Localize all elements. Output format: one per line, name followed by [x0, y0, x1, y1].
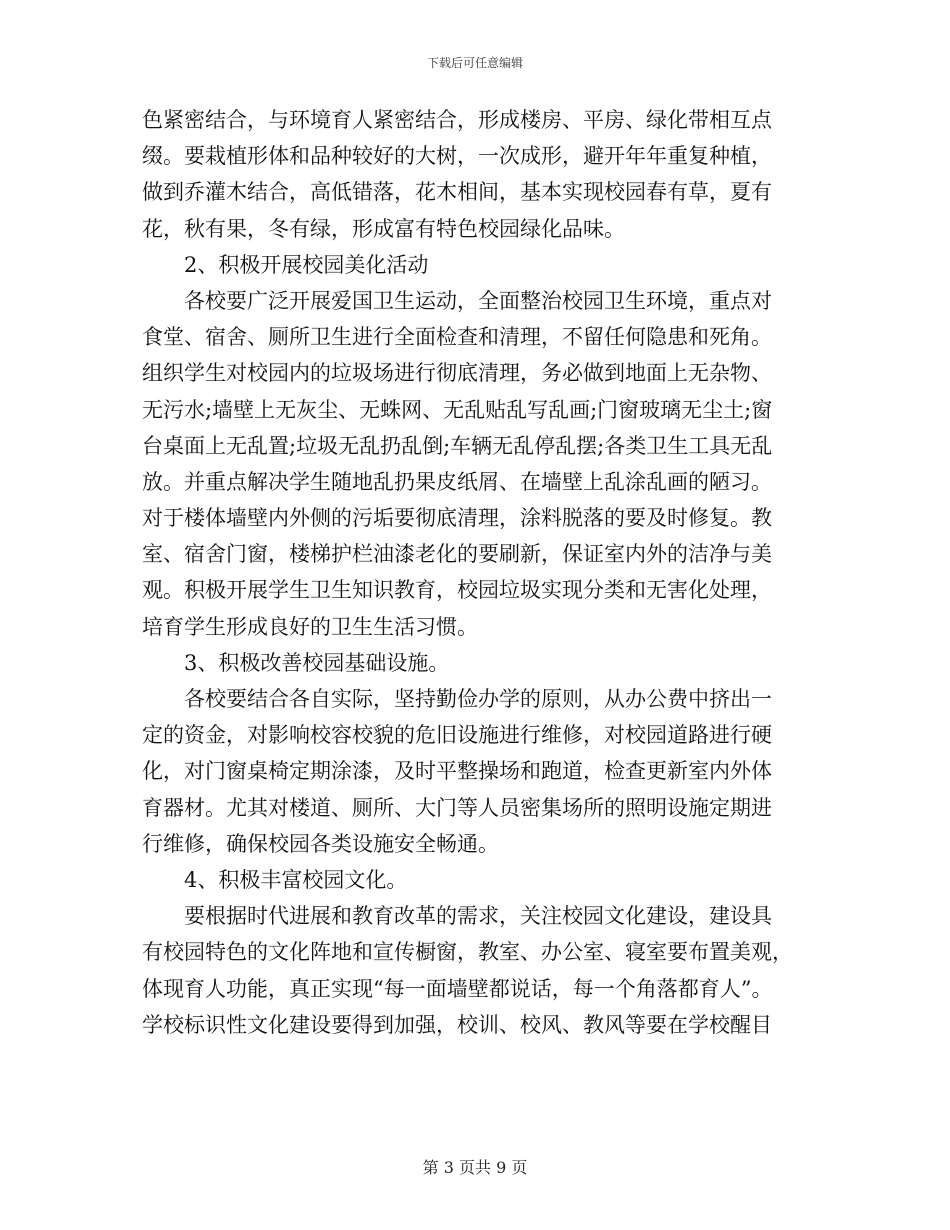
text-line: 学校标识性文化建设要得到加强，校训、校风、教风等要在学校醒目	[142, 1012, 772, 1037]
page-header: 下载后可任意编辑	[426, 56, 523, 70]
text-line: 对于楼体墙壁内外侧的污垢要彻底清理，涂料脱落的要及时修复。教	[142, 506, 772, 531]
text-line: 组织学生对校园内的垃圾场进行彻底清理，务必做到地面上无杂物、	[142, 361, 772, 386]
section-heading: 4、积极丰富校园文化。	[184, 867, 408, 892]
text-line: 行维修，确保校园各类设施安全畅通。	[142, 831, 499, 856]
text-line: 放。并重点解决学生随地乱扔果皮纸屑、在墙壁上乱涂乱画的陋习。	[142, 469, 772, 494]
text-line: 台桌面上无乱置;垃圾无乱扔乱倒;车辆无乱停乱摆;各类卫生工具无乱	[142, 433, 773, 458]
text-line: 定的资金，对影响校容校貌的危旧设施进行维修，对校园道路进行硬	[142, 723, 772, 748]
text-line: 食堂、宿舍、厕所卫生进行全面检查和清理，不留任何隐患和死角。	[142, 325, 772, 350]
text-line: 无污水;墙壁上无灰尘、无蛛网、无乱贴乱写乱画;门窗玻璃无尘土;窗	[142, 397, 773, 422]
text-line: 培育学生形成良好的卫生生活习惯。	[142, 614, 478, 639]
text-line: 育器材。尤其对楼道、厕所、大门等人员密集场所的照明设施定期进	[142, 795, 772, 820]
text-line: 有校园特色的文化阵地和宣传橱窗，教室、办公室、寝室要布置美观，	[142, 940, 793, 965]
text-line: 做到乔灌木结合，高低错落，花木相间，基本实现校园春有草，夏有	[142, 180, 772, 205]
section-heading: 2、积极开展校园美化活动	[184, 252, 429, 277]
text-line: 色紧密结合，与环境育人紧密结合，形成楼房、平房、绿化带相互点	[142, 108, 772, 132]
text-line: 各校要结合各自实际，坚持勤俭办学的原则，从办公费中挤出一	[184, 687, 772, 711]
text-line: 花，秋有果，冬有绿，形成富有特色校园绿化品味。	[142, 216, 625, 241]
text-line: 缀。要栽植形体和品种较好的大树，一次成形，避开年年重复种植，	[142, 144, 772, 169]
text-line: 各校要广泛开展爱国卫生运动，全面整治校园卫生环境，重点对	[184, 288, 772, 313]
text-line: 要根据时代进展和教育改革的需求，关注校园文化建设，建设具	[184, 904, 772, 929]
page-footer: 第 3 页共 9 页	[422, 1158, 528, 1177]
text-line: 体现育人功能，真正实现“每一面墙壁都说话，每一个角落都育人”。	[142, 976, 773, 1001]
text-line: 室、宿舍门窗，楼梯护栏油漆老化的要刷新，保证室内外的洁净与美	[142, 542, 772, 567]
section-heading: 3、积极改善校园基础设施。	[184, 650, 450, 675]
text-line: 化，对门窗桌椅定期涂漆，及时平整操场和跑道，检查更新室内外体	[142, 759, 772, 784]
text-line: 观。积极开展学生卫生知识教育，校园垃圾实现分类和无害化处理，	[142, 578, 772, 603]
document-body	[142, 102, 812, 1043]
